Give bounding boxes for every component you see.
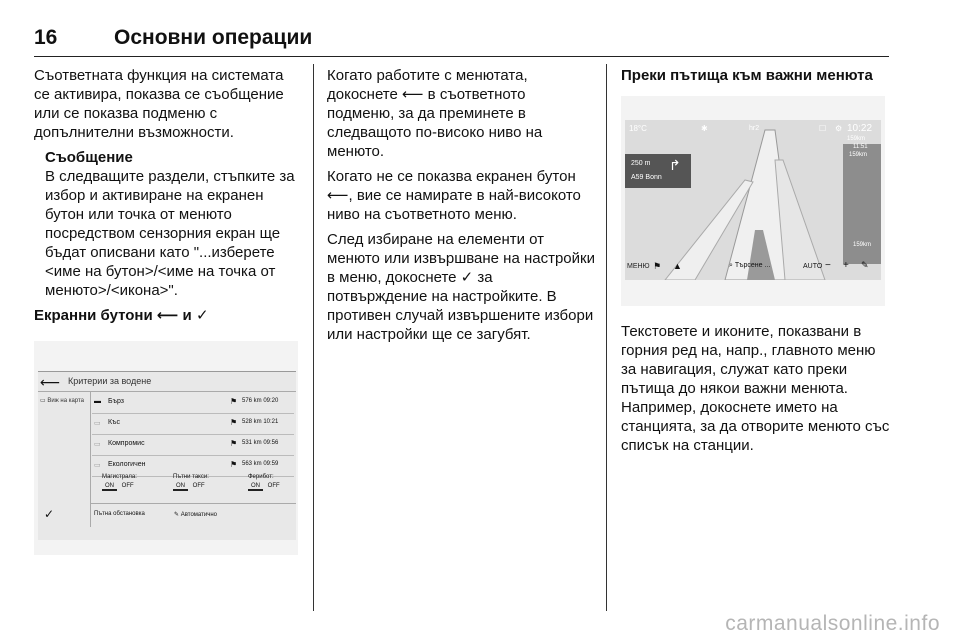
map-view-button[interactable]: [40, 397, 84, 404]
screenshot-guidance-criteria: [34, 341, 298, 555]
clock: 10:22: [847, 123, 873, 134]
route-list: [92, 393, 294, 477]
route-unselected-icon: ▭: [94, 462, 101, 469]
paragraph-confirm: След избиране на елементи от менюто или извършване на настройки в меню, докоснете ✓ за потвърждение на настройките. В противен случай извършените избори или настройки ще се загубят.: [327, 231, 595, 343]
note-title: Съобщение: [45, 149, 133, 166]
paragraph-back-button: Когато работите с менютата, докоснете ⟵ в съответното подменю, за да преминете в следващото по-високо ниво на менюто.: [327, 67, 543, 160]
column-3-lower: [621, 322, 891, 461]
screen-title: Критерии за водене: [68, 376, 152, 386]
distance-top: 159km: [847, 136, 866, 142]
road-name: A59 Bonn: [631, 174, 662, 181]
screenshot-navigation: [621, 96, 885, 306]
flag-icon: ⚑: [230, 397, 238, 406]
flag-icon: ⚑: [230, 418, 238, 427]
pencil-icon: ✎: [174, 512, 180, 518]
intro-paragraph: Съответната функция на системата се активира, показва се съобщение или се показва подменю с допълнителни възможности.: [34, 67, 284, 141]
shortcuts-paragraph: Текстовете и иконите, показвани в горния ред на, напр., главното меню за навигация, служат като преки пътища до някои важни менюта. Например, докоснете името на станцията, за да отворите менюто със списък на станции.: [621, 323, 890, 454]
column-divider-1: [313, 64, 314, 611]
nav-screen: [625, 120, 881, 280]
route-unselected-icon: ▭: [94, 420, 101, 427]
route-selected-icon: ▬: [94, 398, 101, 405]
route-row[interactable]: ▬ Бърз ⚑ 576 km 09:20: [92, 393, 294, 414]
route-unselected-icon: ▭: [94, 441, 101, 448]
flag-icon: ⚑: [230, 460, 238, 469]
distance-bottom: 159km: [853, 242, 872, 248]
station-name[interactable]: hr2: [749, 125, 760, 132]
watermark: carmanualsonline.info: [725, 612, 940, 635]
shortcuts-heading: Преки пътища към важни менюта: [621, 67, 873, 84]
note-text: В следващите раздели, стъпките за избор и активиране на екранен бутон или точка от менюто посредством сензорния екран ще бъдат описвани като "...изберете <име на бутон>/<име на точка от менюто>/<икона>".: [45, 168, 295, 299]
page-header: [34, 26, 889, 57]
temperature[interactable]: 18°C: [629, 124, 647, 133]
search-field[interactable]: ⌕ Търсене ...: [729, 262, 771, 269]
turn-distance: 250 m: [631, 160, 651, 167]
column-2: [327, 66, 595, 350]
menu-button[interactable]: МЕНЮ: [627, 263, 650, 270]
route-row[interactable]: ▭ Къс ⚑ 528 km 10:21: [92, 414, 294, 435]
map-graphic: [625, 120, 881, 280]
column-divider-2: [606, 64, 607, 611]
edit-icon[interactable]: ✎: [861, 260, 869, 270]
route-row[interactable]: ▭ Екологичен ⚑ 563 km 09:59: [92, 456, 294, 477]
page-number: 16: [34, 26, 58, 49]
auto-zoom-button[interactable]: AUTO: [803, 263, 823, 270]
flag-icon[interactable]: ⚑: [653, 261, 662, 271]
zoom-in-icon[interactable]: +: [843, 260, 849, 271]
flag-icon: ⚑: [230, 439, 238, 448]
map-icon: ▭: [40, 398, 46, 404]
clock-arrival: 11:51: [853, 144, 868, 150]
distance-second: 159km: [849, 152, 868, 158]
turn-right-icon: ↱: [669, 157, 681, 173]
navigation-arrow-icon[interactable]: ▲: [673, 261, 682, 271]
gear-small-icon[interactable]: ✱: [701, 124, 708, 133]
section-heading-screen-buttons: Екранни бутони ⟵ и ✓: [34, 307, 209, 324]
zoom-out-icon[interactable]: −: [825, 260, 831, 271]
column-1: [34, 66, 302, 325]
map-view-label: Виж на карта: [47, 398, 85, 404]
highway-toggle[interactable]: Магистрала: ON OFF: [102, 474, 137, 489]
back-arrow-icon[interactable]: ⟵: [40, 374, 61, 390]
search-icon: ⌕: [729, 262, 733, 269]
tolls-toggle[interactable]: Пътни такси: ON OFF: [173, 474, 209, 489]
route-row[interactable]: ▭ Компромис ⚑ 531 km 09:56: [92, 435, 294, 456]
column-3: [621, 66, 891, 85]
ferry-toggle[interactable]: Ферибот: ON OFF: [248, 474, 280, 489]
phone-icon[interactable]: ☐: [819, 124, 827, 133]
traffic-label: Пътна обстановка: [94, 511, 145, 517]
confirm-check-icon[interactable]: ✓: [44, 507, 55, 521]
paragraph-no-back-button: Когато не се показва екранен бутон ⟵, вие се намирате в най-високото ниво на съответното меню.: [327, 168, 581, 223]
note-box: [34, 148, 302, 300]
page-title: Основни операции: [114, 26, 313, 49]
traffic-setting[interactable]: ✎ Автоматично: [174, 512, 217, 518]
settings-icon[interactable]: ⚙: [835, 124, 843, 133]
